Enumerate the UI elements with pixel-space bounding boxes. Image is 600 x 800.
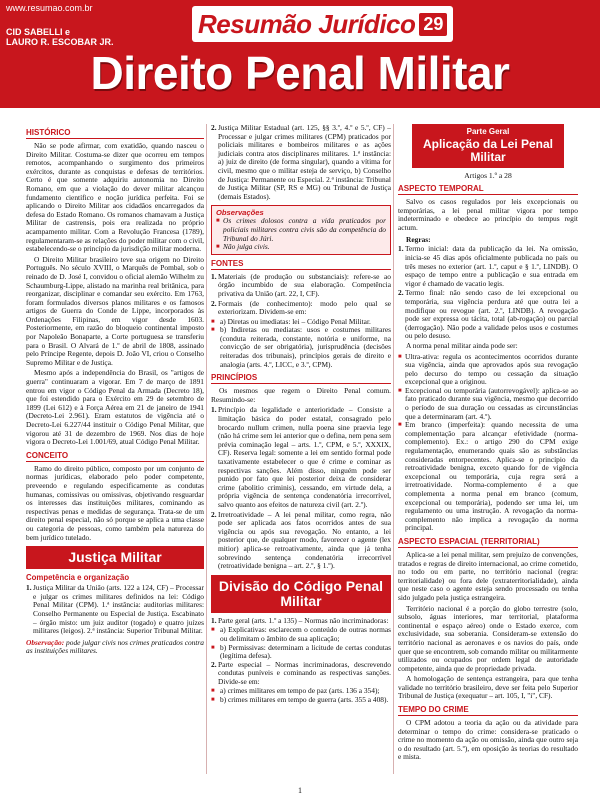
temporal-heading: ASPECTO TEMPORAL [398,184,578,195]
item-number: 2. [211,509,217,519]
item-text: a) crimes militares em tempo de paz (arts. 136 a 354); [220,686,380,696]
divisao-list-2 [211,661,391,687]
part-title: Aplicação da Lei Penal Militar [422,137,554,164]
authors-line-1: CID SABELLI e [6,27,71,37]
page-title: Direito Penal Militar [90,47,510,99]
regras-label: Regras: [406,235,431,245]
temporal-paragraph: Salvo os casos regulados por leis excepcionais ou temporárias, a lei penal militar vigora por tempo indeterminado e obedece ao princípio do tempus regit actum. [398,197,578,232]
list-item [211,300,391,317]
item-text: Em branco (imperfeita): quando necessita de uma complementação para alcançar efetividade (norma-complemento). Ex.: o artigo 290 do CPM exige regulamentação, enumerando quais são as substâncias consideradas entorpecentes. Aplica-se o princípio da retroatividade benigna, exceto quando for de vigência excepcional ou temporária, cuja regra será a irretroatividade. Norma-complemento é a que complementa a norma penal em branco (comum, excepcional ou temporária), podendo ser uma lei, um regulamento ou uma instrução. A revogação da norma-complemento não implica a revogação da norma principal. [405,420,578,533]
header-banner [0,0,600,108]
column-divider [393,124,394,774]
list-item [398,421,578,533]
item-text: b) crimes militares em tempo de guerra (arts. 355 a 408). [220,695,389,705]
item-text: Princípio da legalidade e anterioridade – Consiste a limitação básica do poder estatal, consagrado pelo brocardo nullum crimen, nulla poena sine praevia lege (não há crime sem lei anterior que o defina, nem pena sem prévia cominação legal – arts. 1.º, CPM, e 5.º, XXXIX, CF). Reserva legal: somente a lei em sentido formal pode taxativamente estabelecer o que é crime e cominar as respectivas sanções. Além disso, ninguém pode ser punido por fato que lei posterior deixa de considerar crime (abolitio criminis), cessando, em virtude dela, a própria vigência de sentença condenatória irrecorrível, salvo quanto aos efeitos de natureza civil (art. 2.º). [218,405,391,509]
list-item [211,511,391,571]
item-text: Materiais (de produção ou substanciais): refere-se ao órgão incumbido de sua elaboração. Competência privativa da União (art. 22, I, CF). [218,271,391,298]
brand-logo [192,6,453,42]
norma-types-list [398,353,578,533]
principios-list [211,406,391,570]
list-item [211,696,391,705]
list-item [211,326,391,369]
tempo-crime-paragraph: O CPM adotou a teoria da ação ou da atividade para determinar o tempo do crime: considera-se praticado o crime no momento da ação ou omissão, ainda que outro seja o do resultado (art. 5.º), em oposição às teorias do resultado e mista. [398,718,578,762]
item-number: 1. [211,405,217,415]
item-text: a) Diretas ou imediatas: lei – Código Penal Militar. [220,316,371,326]
observacoes-label: Observações [216,208,264,218]
espacial-paragraph-3: A homologação de sentença estrangeira, para que tenha validade no território brasileiro, deve ser feita pelo Superior Tribunal de Justiça (exequatur – art. 105, I, "i", CF). [398,674,578,701]
justica-list [26,584,204,636]
observacao-text: pode julgar civis nos crimes praticados contra as instituições militares. [26,637,204,656]
divisao-list [211,617,391,626]
item-text: Termo inicial: data da publicação da lei. Na omissão, inicia-se 45 dias após oficialmente publicada no país ou três meses no exterior (art. 1.º, caput e § 1.º, LINDB). O espaço de tempo entre a publicação e sua entrada em vigor é chamado de vacatio legis. [405,244,578,288]
item-text: b) Indiretas ou mediatas: usos e costumes militares (conduta reiterada, constante, notória e uniforme, na convicção de ser obrigatória), jurisprudência (decisões reiteradas dos tribunais), princípios gerais de direito e analogia (arts. 4.º, LICC, e 3.º, CPM). [220,325,391,369]
historico-paragraph-2: O Direito Militar brasileiro teve sua origem no Direito Português. No século XVIII, o Marquês de Pombal, sob o reinado de D. José I, convidou o oficial alemão Wilhelm zu Schaumburg-Lippe, alistado na marinha real britânica, para reorganizar, disciplinar e comandar seu exército. Em 1763, foram formulados diversos planos militares e os famosos artigos de Guerra do Conde de Lippe, incorporados às Ordenações Filipinas, em vigor desde 1603. Posteriormente, em razão do bloqueio continental imposto por Napoleão Bonaparte, a Corte portuguesa se transferiu para o Brasil. O Alvará de 1.º de abril de 1808, assinado pelo Príncipe Regente, depois D. João VI, criou o Conselho Supremo Militar e de Justiça. [26,254,204,367]
issue-number: 29 [419,13,447,36]
observacao-label: Observação: [26,637,65,647]
observacoes-box [211,205,391,254]
item-text: Parte geral (arts. 1.º a 135) – Normas não incriminadoras: [218,615,389,625]
parte-geral-box [412,124,564,168]
item-text: Irretroatividade – A lei penal militar, como regra, não pode ser aplicada aos fatos ocorridos antes de sua vigência ou após sua revogação. No entanto, a lei posterior que, de qualquer modo, favorecer o agente (lex mitior) aplica-se retroativamente, ainda que já tenha sobrevindo sentença condenatória irrecorrível (retroatividade benigna – art. 2.º, § 1.º). [218,509,391,571]
list-item [216,243,386,252]
article-range: Artigos 1.º a 28 [464,171,512,180]
item-text: Excepcional ou temporária (autorrevogável): aplica-se ao fato praticado durante sua vigência, mesmo que decorrido o período de sua duração ou cessadas as circunstâncias que a determinaram (art. 4.º). [405,385,578,421]
list-item [211,406,391,509]
justica-militar-band: Justiça Militar [26,546,204,569]
tempo-crime-heading: TEMPO DO CRIME [398,705,578,716]
regras-list [398,245,578,341]
conceito-paragraph: Ramo do direito público, composto por um conjunto de normas jurídicas, elaborado pelo poder competente, preveendo e regulando especificamente as condutas humanas, comissivas ou omissivas, objetivando resguardar os interesses das instituições militares, cominando as respectivas penas e medidas de segurança. Trata-se de um direito penal especial, não só porque se aplica a uma classe ou categoria de pessoas, como também pela natureza do bem jurídico tutelado. [26,463,204,542]
item-number: 2. [211,659,217,669]
espacial-heading: ASPECTO ESPACIAL (TERRITORIAL) [398,537,578,548]
item-number: 2. [211,124,217,132]
list-item [26,584,204,636]
espacial-paragraph-2: Território nacional é a porção do globo terrestre (solo, subsolo, águas interiores, mar territorial, plataforma continental e espaço aéreo) onde o Estado exerce, com exclusividade, sua soberania. Consideram-se extensão do território nacional as aeronaves e os navios do país, onde quer que se encontrem, sob comando militar ou militarmente utilizados ou ocupados por ordem legal de autoridade competente, ainda que de propriedade privada. [398,603,578,673]
fontes-list [211,273,391,317]
item-number: 1. [398,244,404,254]
item-text: Justiça Militar da União (arts. 122 a 124, CF) – Processar e julgar os crimes militares definidos na lei: Código Penal Militar (CPM). 1.ª instância: auditorias militares: Conselho Permanente ou Especial de Justiça. Escabinato – órgão misto: um juiz auditor (togado) e quatro juízes militares (leigos). 2.ª instância: Superior Tribunal Militar. [33,583,204,636]
site-url: www.resumao.com.br [6,3,93,13]
item-text: Ultra-ativa: regula os acontecimentos ocorridos durante sua vigência, ainda que aprovados após sua revogação pelo decurso do tempo ou cessação da situação excepcional que a originou. [405,351,578,387]
authors-line-2: LAURO R. ESCOBAR JR. [6,37,114,47]
authors [6,27,114,47]
observacao [26,639,204,656]
list-item [398,289,578,341]
item-text: Justiça Militar Estadual (art. 125, §§ 3.º, 4.º e 5.º, CF) – Processar e julgar crimes militares (CPM) praticados por policiais militares e bombeiros militares e as ações judiciais contra atos disciplinares militares. 1.ª instância: a) juiz de direito (de forma singular), quando a vítima for civil, mesmo que o militar esteja de serviço, b) Conselho de Justiça: Permanente ou Especial. 2.ª instância: Tribunal de Justiça Militar (SP, RS e MG) ou Tribunal de Justiça (demais Estados). [218,124,391,201]
list-item [216,217,386,243]
geral-sublist [211,626,391,660]
observacoes-list [216,217,386,251]
item-number: 1. [26,583,32,593]
list-item [398,245,578,288]
list-item [398,387,578,421]
item-number: 1. [211,271,217,281]
column-3 [398,124,578,774]
historico-paragraph-3: Mesmo após a independência do Brasil, os "artigos de guerra" continuaram a vigorar. Em 7 de março de 1891 entrou em vigor o Código Penal da Armada (Decreto 18), que foi estendido para o Exército em 29 de setembro de 1899 (Lei 612) e à Força Aérea em 21 de janeiro de 1941 (Decreto-Lei 2.961). Eram estatutos de vigência até o Decreto-Lei 6.227/44 instituir o Código Penal Militar, que vigorou até 31 de dezembro de 1969. Nos dias de hoje vigora o Decreto-Lei 1.001/69, atual Código Penal Militar. [26,368,204,447]
item-number: 2. [398,288,404,298]
column-2 [211,124,391,774]
list-item [211,661,391,687]
column-1 [26,124,204,774]
fontes-heading: FONTES [211,259,391,270]
list-item [211,124,391,201]
item-text: Termo final: não sendo caso de lei excepcional ou temporária, sua vigência perdura até que outra lei a modifique ou revogue (art. 2.º, LINDB). A revogação pode ser expressa ou tácita, total (ab-rogação) ou parcial (derrogação). Não pode a validade pelos usos e costumes ou pelo desuso. [405,288,578,341]
item-text: b) Permissivas: determinam a licitude de certas condutas (legítima defesa). [220,642,391,661]
brand-name: Resumão Jurídico [198,8,416,39]
historico-paragraph-1: Não se pode afirmar, com exatidão, quando nasceu o Direito Militar. Costuma-se dizer que ocorreu em tempos remotos, acompanhando o surgimento dos primeiros exércitos, durante as conquistas e defesas de territórios. Certo é que somente adquiriu autonomia no Direito Romano, em que a violação do dever militar alcançou fundamento científico e noção jurídica perfeita. Foi se aplicando o Direito Militar aos cidadãos encarregados da defesa do Estado Romano. Os romanos chamavam a Justiça Militar de castrensis, pois era realizada no próprio acampamento militar. Com a Revolução Francesa (1789), regulamentaram-se as relações do poder militar com o civil, estabelecendo-se o princípio da jurisdição militar moderna. [26,141,204,254]
list-item [398,353,578,387]
item-text: Formais (de conhecimento): modo pelo qual se exteriorizam. Dividem-se em: [218,298,391,317]
conceito-heading: CONCEITO [26,451,204,462]
historico-heading: HISTÓRICO [26,128,204,139]
item-text: Parte especial – Normas incriminadoras, descrevendo condutas puníveis e cominando as respectivas sanções. Divide-se em: [218,659,391,686]
principios-intro: Os mesmos que regem o Direito Penal comum. Resumindo-se: [211,386,391,404]
item-number: 1. [211,615,217,625]
formais-sublist [211,318,391,370]
column-divider [206,124,207,774]
item-text: Não julga civis. [223,242,270,252]
item-text: Os crimes dolosos contra a vida praticados por policiais militares contra civis são da competência do Tribunal do Júri. [223,216,386,243]
principios-heading: PRINCÍPIOS [211,373,391,384]
especial-sublist [211,687,391,704]
list-item [211,617,391,626]
item-number: 2. [211,298,217,308]
competencia-heading: Competência e organização [26,573,130,583]
divisao-band: Divisão do Código Penal Militar [211,575,391,613]
temporal-note: A norma penal militar ainda pode ser: [406,340,518,350]
part-label: Parte Geral [466,127,510,136]
item-text: a) Explicativas: esclarecem o conteúdo de outras normas ou delimitam o âmbito de sua aplicação; [220,625,391,643]
espacial-paragraph-1: Aplica-se a lei penal militar, sem prejuízo de convenções, tratados e regras de direito internacional, ao crime cometido, no todo ou em parte, no território nacional (regra: territorialidade) ou fora dele (extraterritorialidade), ainda que neste caso o agente esteja sendo processado ou tenha sido julgado pela justiça estrangeira. [398,549,578,602]
list-item [211,273,391,299]
estadual-list [211,124,391,201]
page-number: 1 [298,786,302,795]
list-item [211,626,391,643]
list-item [211,644,391,661]
